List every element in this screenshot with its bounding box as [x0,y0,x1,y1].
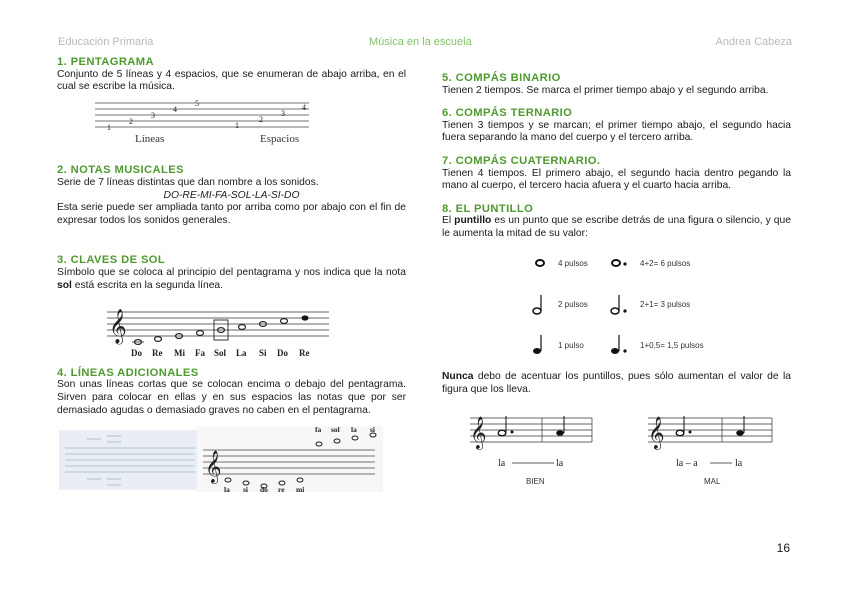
lower-note-1: la [224,485,230,495]
upper-note-4: si [370,425,376,435]
bad-lyric-2: la [735,458,743,470]
section-3-text-bold: sol [57,279,72,291]
note-name-2: Re [152,348,163,359]
section-5-text: Tienen 2 tiempos. Se marca el primer tiempo abajo y el segundo arriba. [442,84,769,96]
line-num-2: 2 [129,116,133,126]
section-8-text-b: es un punto que se escribe detrás de una figura o silencio, y que le aumenta la mitad de su valor: [442,215,791,239]
section-3-text [57,267,406,292]
spaces-label: Espacios [260,132,300,145]
lower-note-3: do [260,485,268,495]
treble-clef-icon: 𝄞 [470,418,487,450]
section-2-text-2: Esta serie puede ser ampliada tanto por arriba como por abajo con el fin de expresar todos los sonidos generales. [57,202,406,226]
space-num-4: 4 [302,102,306,112]
line-num-1: 1 [107,122,111,132]
row-2-simple: 2 pulsos [558,299,588,309]
row-1-simple: 4 pulsos [558,258,588,268]
section-5-title: 5. COMPÁS BINARIO [442,72,561,84]
section-8-text-bold: puntillo [454,215,492,227]
section-1-title: 1. PENTAGRAMA [57,56,154,68]
upper-note-3: la [351,425,357,435]
treble-clef-icon: 𝄞 [648,418,665,450]
puntillo-examples-figure [442,408,791,486]
treble-clef-notes-figure [57,298,406,360]
dotted-quarter-note-icon [611,348,619,354]
section-8-note-bold: Nunca [442,371,474,383]
row-2-dotted: 2+1= 3 pulsos [640,299,691,309]
header-center: Música en la escuela [369,36,472,48]
dotted-notes-table [442,247,791,359]
page-number: 16 [776,541,790,555]
header-right: Andrea Cabeza [715,36,792,48]
section-2-notes: DO-RE-MI-FA-SOL-LA-SI-DO [163,189,300,201]
note-name-3: Mi [174,348,185,359]
section-8-note-text: debo de acentuar los puntillos, pues sólo aumentan el valor de la figura que los lleva. [442,371,791,395]
section-2-title: 2. NOTAS MUSICALES [57,164,184,177]
dotted-whole-note-icon [612,260,620,266]
section-3-text-a: Símbolo que se coloca al principio del pentagrama y nos indica que la nota [57,266,406,278]
line-num-4: 4 [173,104,177,114]
section-2-text-1: Serie de 7 líneas distintas que dan nombre a los sonidos. [57,176,319,188]
section-3-text-b: está escrita en la segunda línea. [71,279,224,291]
section-7-text: Tienen 4 tiempos. El primero abajo, el segundo hacia dentro pegando la mano al cuerpo, el tercero hacia afuera y el cuarto hacia arriba. [442,167,791,192]
line-num-5: 5 [195,98,199,108]
section-8-note [442,371,791,396]
note-name-6: La [236,348,247,359]
good-lyric-2: la [556,458,564,470]
bad-label: MAL [704,477,721,487]
section-6-text: Tienen 3 tiempos y se marcan; el primer tiempo abajo, el segundo hacia fuera separando la mano del cuerpo y el tercero arriba. [442,119,791,144]
note-name-5: Sol [214,348,227,359]
treble-clef-icon: 𝄞 [109,310,127,344]
space-num-2: 2 [259,114,263,124]
whole-note-icon [536,260,544,266]
section-4-title: 4. LÍNEAS ADICIONALES [57,366,199,379]
row-3-simple: 1 pulso [558,340,584,350]
space-num-1: 1 [235,120,239,130]
section-3-title: 3. CLAVES DE SOL [57,254,166,267]
treble-clef-icon: 𝄞 [205,452,222,484]
section-7-title: 7. COMPÁS CUATERNARIO. [442,154,601,167]
upper-note-2: sol [331,425,340,435]
line-num-3: 3 [151,110,155,120]
section-8-title: 8. EL PUNTILLO [442,202,534,215]
half-note-icon [533,308,541,314]
section-8-text-a: El [442,215,455,227]
note-name-7: Si [259,348,267,359]
lower-note-2: si [243,485,249,495]
bad-lyric-1: la – a [676,458,698,470]
note-name-4: Fa [195,348,205,359]
section-4-text: Son unas líneas cortas que se colocan encima o debajo del pentagrama. Sirven para colocar en ellas y en sus espacios las notas que por ser demasiado agudas o demasiado graves no caben en el pentagrama. [57,379,406,416]
right-column [442,72,791,491]
ledger-lines-figure [57,424,406,494]
section-1-text: Conjunto de 5 líneas y 4 espacios, que se enumeran de abajo arriba, en el cual se escribe la música. [57,68,406,93]
note-name-9: Re [299,348,310,359]
space-num-3: 3 [281,108,285,118]
row-1-dotted: 4+2= 6 pulsos [640,258,691,268]
row-3-dotted: 1+0,5= 1,5 pulsos [640,340,704,350]
good-lyric-1: la [498,458,506,470]
good-label: BIEN [526,477,545,487]
quarter-note-icon [533,348,541,354]
note-name-1: Do [131,348,142,359]
header-left: Educación Primaria [58,36,154,48]
lower-note-5: mi [296,485,305,495]
left-column [57,56,406,499]
staff-lines-spaces-figure [57,94,406,152]
lines-label: Líneas [135,132,165,145]
lower-note-4: re [278,485,285,495]
section-8-text [442,215,791,240]
section-6-title: 6. COMPÁS TERNARIO [442,107,573,120]
dotted-half-note-icon [611,308,619,314]
upper-note-1: fa [315,425,322,435]
note-name-8: Do [277,348,288,359]
